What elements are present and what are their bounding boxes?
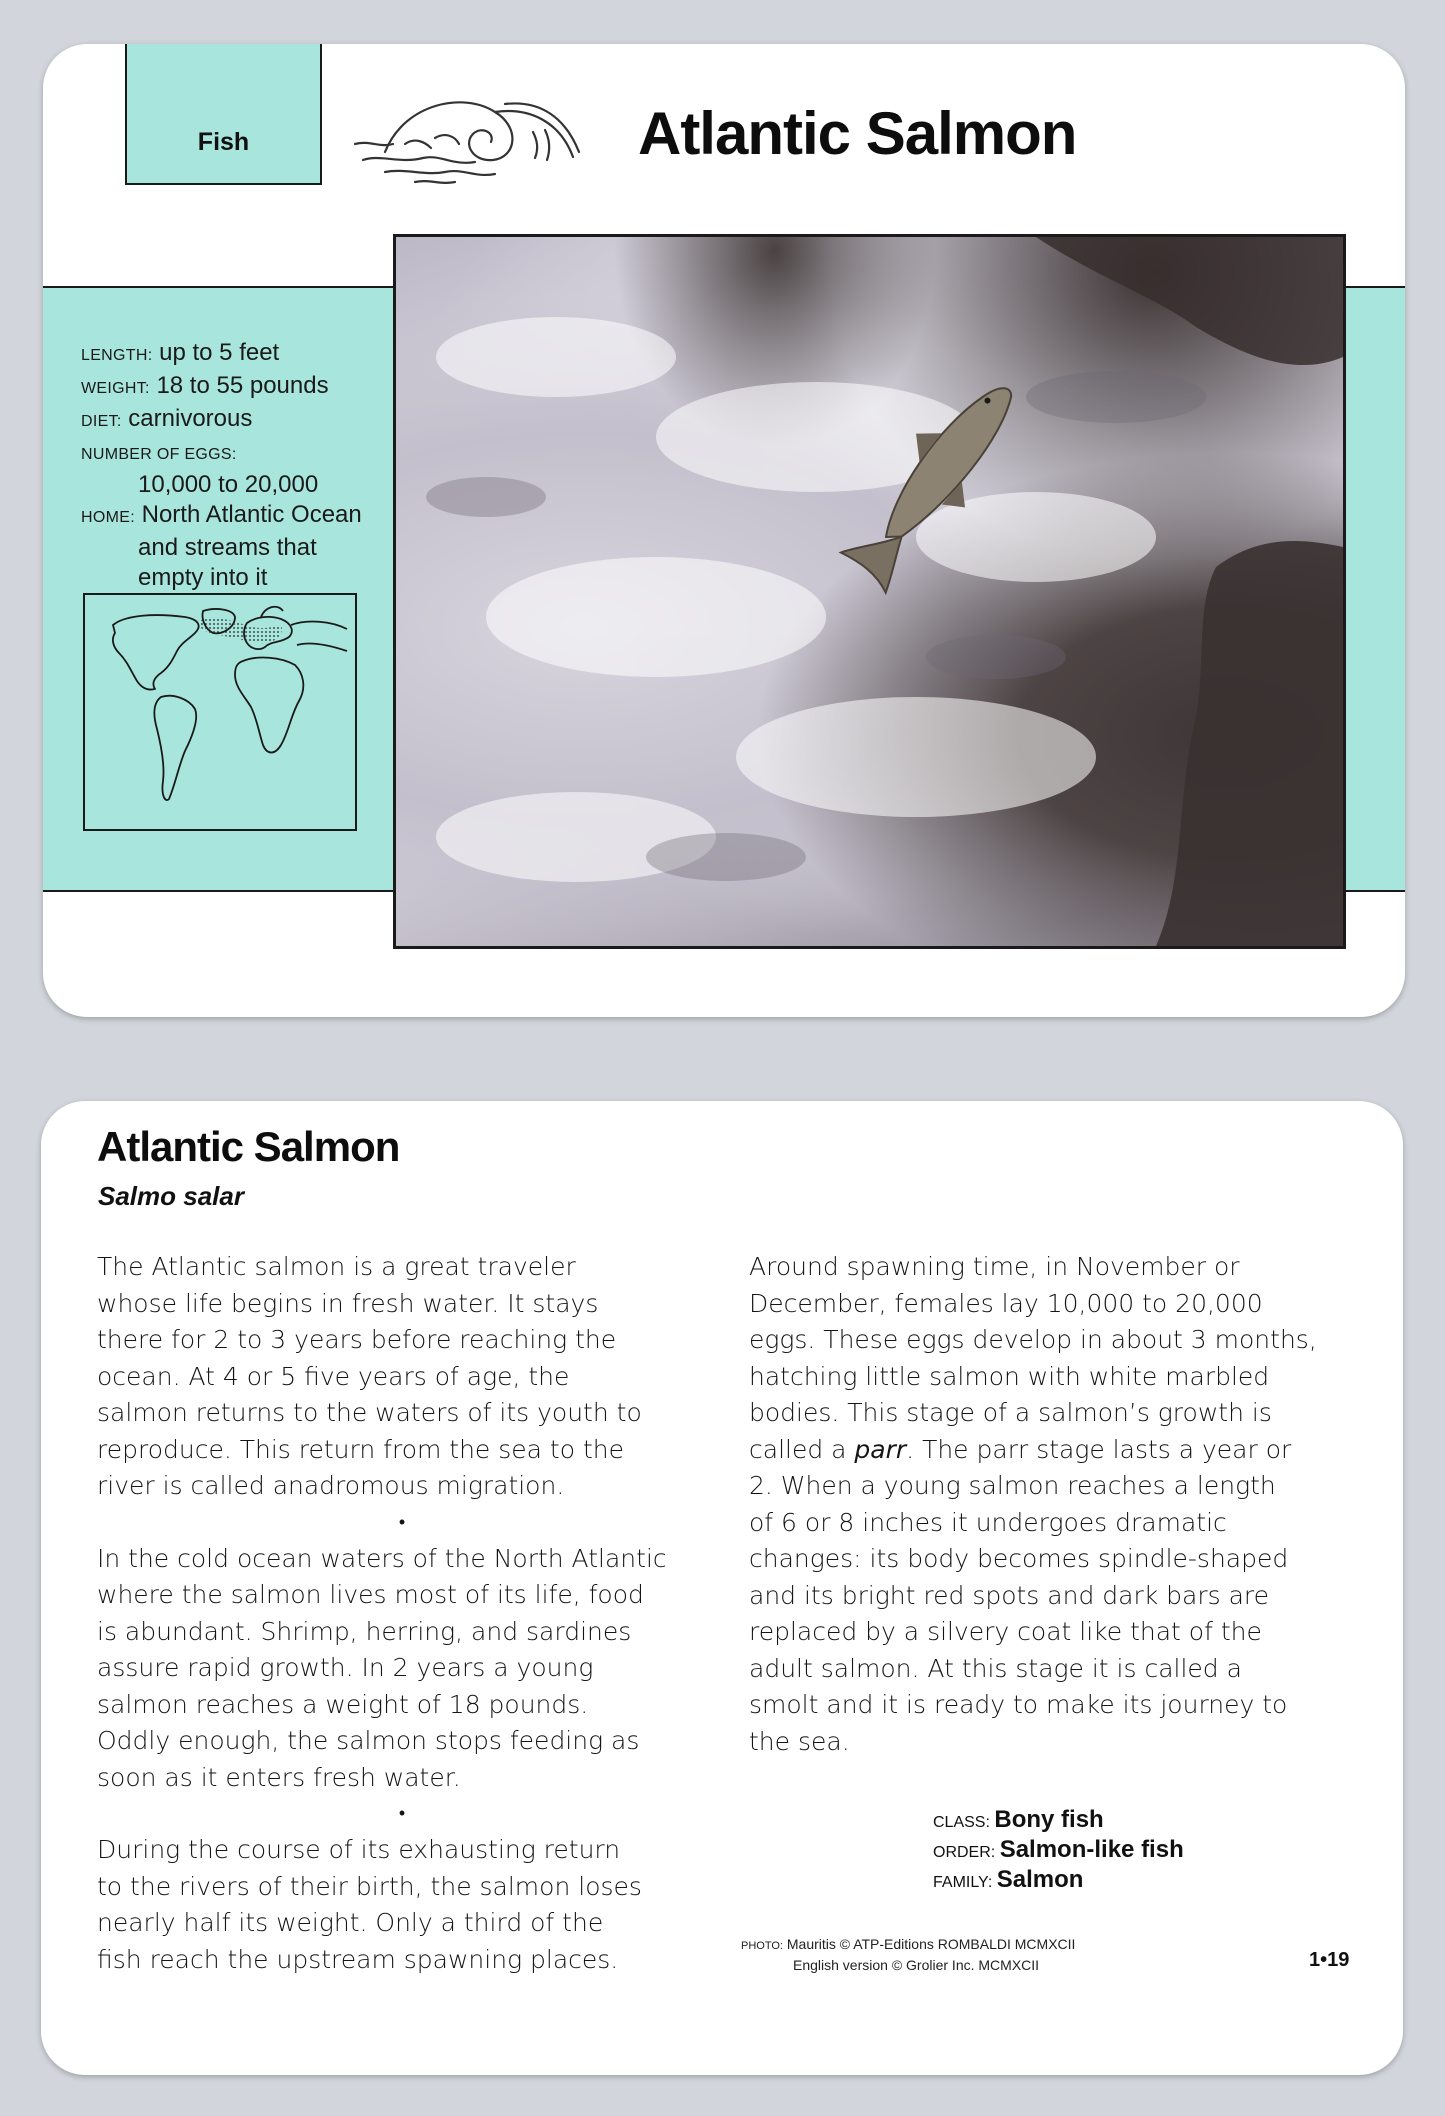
text-line: eggs. These eggs develop in about 3 months, — [749, 1325, 1317, 1354]
taxonomy-value: Salmon-like fish — [999, 1836, 1184, 1863]
text-line: nearly half its weight. Only a third of the — [97, 1908, 604, 1937]
text-line: the sea. — [749, 1726, 850, 1756]
left-column — [97, 1249, 737, 1978]
credit-label: PHOTO: — [741, 1940, 783, 1952]
text-line: to the rivers of their birth, the salmon loses — [97, 1871, 642, 1901]
fact-label: HOME: — [81, 509, 135, 526]
taxonomy-value: Bony fish — [994, 1806, 1104, 1833]
text-line: 2. When a young salmon reaches a length — [749, 1471, 1276, 1500]
salmon-icon — [396, 237, 1343, 946]
text-line: river is called anadromous migration. — [97, 1471, 565, 1500]
card-number: 1•19 — [1309, 1949, 1350, 1971]
text-line: soon as it enters fresh water. — [97, 1762, 461, 1792]
fact-eggs — [81, 437, 401, 470]
taxonomy-class — [933, 1806, 1184, 1836]
fact-label: DIET: — [81, 413, 122, 430]
taxonomy — [933, 1806, 1184, 1896]
text-line: there for 2 to 3 years before reaching the — [97, 1325, 617, 1354]
back-card — [41, 1101, 1403, 2075]
category-label: Fish — [197, 128, 250, 156]
front-title: Atlantic Salmon — [638, 100, 1077, 167]
text-line: changes: its body becomes spindle-shaped — [749, 1544, 1289, 1573]
text-line: ocean. At 4 or 5 five years of age, the — [97, 1361, 570, 1391]
taxonomy-label: ORDER: — [933, 1844, 996, 1861]
text-fragment: called a — [749, 1434, 855, 1464]
back-title: Atlantic Salmon — [97, 1123, 400, 1170]
text-line: December, females lay 10,000 to 20,000 — [749, 1288, 1263, 1318]
right-column — [749, 1249, 1369, 1760]
taxonomy-label: FAMILY: — [933, 1874, 993, 1891]
fact-label: NUMBER OF EGGS: — [81, 446, 237, 463]
taxonomy-label: CLASS: — [933, 1814, 990, 1831]
separator-bullet: • — [398, 1511, 406, 1533]
text-line: Around spawning time, in November or — [749, 1252, 1240, 1281]
fact-list — [81, 338, 401, 593]
text-line: smolt and it is ready to make its journey to — [749, 1690, 1288, 1719]
text-line: During the course of its exhausting return — [97, 1835, 621, 1864]
text-line: adult salmon. At this stage it is called a — [749, 1653, 1242, 1683]
taxonomy-family — [933, 1866, 1184, 1896]
taxonomy-order — [933, 1836, 1184, 1866]
text-line: assure rapid growth. In 2 years a young — [97, 1653, 594, 1682]
fact-value: carnivorous — [128, 405, 253, 432]
range-map — [83, 593, 357, 831]
text-line: and its bright red spots and dark bars are — [749, 1580, 1270, 1610]
category-box — [125, 44, 322, 185]
fact-home-line3: empty into it — [138, 564, 268, 591]
text-line: of 6 or 8 inches it undergoes dramatic — [749, 1507, 1227, 1537]
fact-home-line2: and streams that — [138, 534, 317, 561]
fact-value: 18 to 55 pounds — [156, 372, 329, 399]
fact-eggs-value: 10,000 to 20,000 — [138, 471, 319, 498]
parr-term: parr — [854, 1434, 907, 1464]
fact-weight — [81, 371, 401, 404]
text-line: salmon returns to the waters of its youth to — [97, 1398, 642, 1427]
text-line: The Atlantic salmon is a great traveler — [97, 1252, 576, 1281]
text-line: Oddly enough, the salmon stops feeding as — [97, 1726, 640, 1755]
wave-icon — [345, 82, 615, 192]
leaping-salmon-photo — [393, 234, 1346, 949]
credit-line-2: English version © Grolier Inc. MCMXCII — [793, 1957, 1040, 1973]
text-line — [749, 1432, 1369, 1469]
text-line: salmon reaches a weight of 18 pounds. — [97, 1689, 589, 1719]
text-line: is abundant. Shrimp, herring, and sardines — [97, 1616, 632, 1646]
text-line: In the cold ocean waters of the North Atlantic — [97, 1543, 667, 1573]
text-line: hatching little salmon with white marbled — [749, 1361, 1270, 1391]
scientific-name: Salmo salar — [98, 1181, 244, 1211]
text-line: reproduce. This return from the sea to the — [97, 1434, 625, 1464]
fact-home — [81, 500, 401, 533]
text-line: replaced by a silvery coat like that of the — [749, 1617, 1262, 1646]
credit-text: Mauritis © ATP-Editions ROMBALDI MCMXCII — [786, 1936, 1076, 1952]
text-line: bodies. This stage of a salmon’s growth is — [749, 1398, 1272, 1427]
fact-value: North Atlantic Ocean — [141, 501, 362, 528]
fact-diet — [81, 404, 401, 437]
fact-label: WEIGHT: — [81, 380, 150, 397]
world-map-icon — [85, 595, 355, 829]
fact-value: up to 5 feet — [159, 339, 280, 366]
fact-length — [81, 338, 401, 371]
text-line: where the salmon lives most of its life, food — [97, 1580, 644, 1609]
taxonomy-value: Salmon — [996, 1866, 1084, 1893]
text-line: whose life begins in fresh water. It stays — [97, 1288, 599, 1318]
separator-bullet: • — [398, 1803, 406, 1824]
text-fragment: . The parr stage lasts a year or — [906, 1434, 1292, 1464]
text-line: fish reach the upstream spawning places. — [97, 1944, 619, 1974]
credit-line-1 — [741, 1935, 1075, 1956]
fact-label: LENGTH: — [81, 347, 153, 364]
photo-credits — [741, 1935, 1075, 1975]
front-card — [43, 44, 1405, 1017]
